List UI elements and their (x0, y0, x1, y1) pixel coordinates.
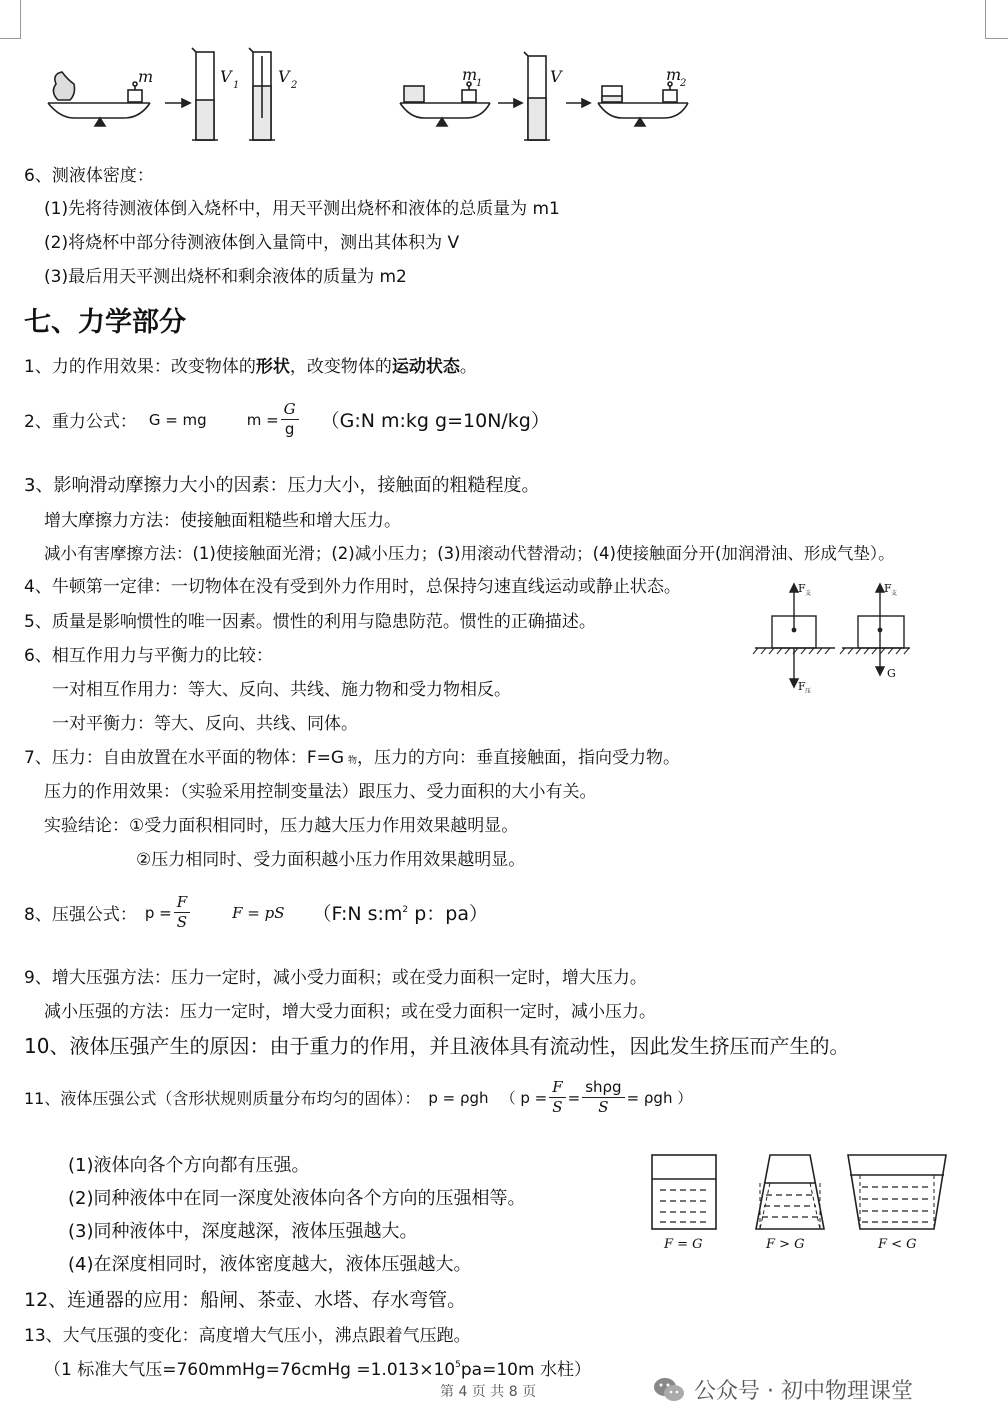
label-v2-sub: 2 (291, 80, 298, 91)
derivation-frac-1 (549, 1078, 565, 1117)
item-13-b1: （1 标准大气压=760mmHg=76cmHg =1.013×10 (44, 1360, 456, 1380)
item-1-b: 形状 (255, 357, 290, 377)
item-11-label: 11、液体压强公式（含形状规则质量分布均匀的固体）： (24, 1089, 421, 1108)
f-down-sub: 压 (805, 688, 812, 695)
item-11-i1: (1)液体向各个方向都有压强。 (68, 1155, 310, 1176)
label-m1: m (462, 65, 478, 84)
derivation-d1: S (552, 1098, 563, 1116)
container-label-3: F < G (878, 1237, 917, 1252)
pressure-units-b: p：pa） (408, 903, 488, 925)
derivation-n2: shρg (582, 1078, 624, 1098)
liquid-formula: p = ρgh (428, 1088, 489, 1107)
item-3-b: 增大摩擦力方法：使接触面粗糙些和增大压力。 (44, 511, 401, 531)
s6-title: 6、测液体密度： (24, 166, 154, 186)
item-8 (24, 893, 488, 932)
item-1 (24, 352, 477, 377)
item-10: 10、液体压强产生的原因：由于重力的作用，并且液体具有流动性，因此发生挤压而产生的。 (24, 1034, 850, 1058)
derivation-eq1: = (567, 1088, 581, 1107)
mass-fraction (281, 400, 299, 439)
item-13-b2: pa=10m 水柱） (460, 1360, 591, 1380)
watermark-text: 公众号 · 初中物理课堂 (694, 1379, 913, 1404)
derivation-n1: F (549, 1078, 565, 1098)
item-3-a: 3、影响滑动摩擦力大小的因素：压力大小，接触面的粗糙程度。 (24, 475, 540, 496)
item-13-b (44, 1355, 591, 1380)
s6-step2: (2)将烧杯中部分待测液体倒入量筒中，测出其体积为 V (44, 233, 460, 253)
f-up-sub-2: 支 (891, 590, 898, 597)
f-up-sub-1: 支 (805, 590, 812, 597)
container-diagram (640, 1145, 960, 1255)
pressure-units (313, 899, 488, 926)
section-heading: 七、力学部分 (24, 307, 186, 338)
item-4: 4、牛顿第一定律：一切物体在没有受到外力作用时，总保持匀速直线运动或静止状态。 (24, 577, 681, 597)
item-1-c: ，改变物体的 (289, 357, 392, 377)
item-1-a: 1、力的作用效果：改变物体的 (24, 357, 256, 377)
pressure-prefix: p = (144, 903, 172, 922)
pressure-fraction (174, 893, 190, 932)
force-diagram (750, 575, 910, 705)
item-7-sub: 物 (348, 756, 358, 766)
wechat-icon (652, 1375, 686, 1405)
derivation-frac-2 (582, 1078, 624, 1117)
item-2 (24, 400, 550, 439)
watermark (652, 1374, 913, 1405)
mass-fraction-den: g (284, 420, 295, 438)
page-number: 第 4 页 共 8 页 (440, 1384, 537, 1400)
pressure-units-sup: 2 (402, 905, 409, 915)
label-v: V (550, 67, 562, 86)
g-label: G (887, 667, 896, 680)
item-7-a1: 7、压力：自由放置在水平面的物体：F=G (24, 748, 345, 768)
f-up-label-1: F (798, 582, 806, 595)
item-7-a2: ，压力的方向：垂直接触面，指向受力物。 (357, 748, 681, 768)
pressure-fraction-num: F (174, 893, 190, 913)
item-7-a (24, 743, 680, 768)
item-11-i4: (4)在深度相同时，液体密度越大，液体压强越大。 (68, 1254, 472, 1275)
container-label-1: F = G (664, 1237, 703, 1252)
item-6-b: 一对相互作用力：等大、反向、共线、施力物和受力物相反。 (52, 680, 511, 700)
item-7-b: 压力的作用效果：（实验采用控制变量法）跟压力、受力面积的大小有关。 (44, 782, 597, 802)
item-2-label: 2、重力公式： (24, 412, 137, 432)
item-1-d: 运动状态 (391, 357, 460, 377)
item-1-e: 。 (459, 357, 477, 377)
item-7-d: ②压力相同时、受力面积越小压力作用效果越明显。 (136, 850, 526, 870)
gravity-formula: G = mg (148, 410, 207, 429)
item-5: 5、质量是影响惯性的唯一因素。惯性的利用与隐患防范。惯性的正确描述。 (24, 612, 596, 632)
pressure-units-a: （F:N s:m (312, 903, 403, 925)
f-up-label-2: F (884, 582, 892, 595)
item-12: 12、连通器的应用：船闸、茶壶、水塔、存水弯管。 (24, 1289, 467, 1311)
gravity-units: （G:N m:kg g=10N/kg） (320, 410, 550, 432)
container-label-2: F > G (766, 1237, 805, 1252)
item-11-i2: (2)同种液体中在同一深度处液体向各个方向的压强相等。 (68, 1188, 526, 1209)
label-v2: V (278, 67, 290, 86)
item-8-label: 8、压强公式： (24, 905, 137, 925)
pressure-fraction-den: S (176, 913, 188, 931)
mass-fraction-num: G (281, 400, 299, 420)
item-13-sup: 5 (455, 1360, 461, 1370)
derivation-open: （ p = (500, 1089, 548, 1107)
mass-formula-prefix: m = (246, 410, 279, 429)
item-13-a: 13、大气压强的变化：高度增大气压小，沸点跟着气压跑。 (24, 1326, 471, 1346)
item-6-c: 一对平衡力：等大、反向、共线、同体。 (52, 714, 358, 734)
item-6-a: 6、相互作用力与平衡力的比较： (24, 646, 273, 666)
derivation-d2: S (598, 1098, 609, 1116)
label-v1: V (220, 67, 232, 86)
density-measurement-diagram (0, 0, 1008, 160)
item-11 (24, 1078, 692, 1117)
label-m2-sub: 2 (680, 78, 687, 89)
item-3-c: 减小有害摩擦方法：(1)使接触面光滑；(2)减小压力；(3)用滚动代替滑动；(4)使接触面分开(加润滑油、形成气垫）。 (44, 544, 895, 563)
f-down-label: F (798, 680, 806, 693)
item-9-b: 减小压强的方法：压力一定时，增大受力面积；或在受力面积一定时，减小压力。 (44, 1002, 656, 1022)
item-9-a: 9、增大压强方法：压力一定时，减小受力面积；或在受力面积一定时，增大压力。 (24, 968, 647, 988)
label-m1-sub: 1 (476, 78, 483, 89)
s6-step1: (1)先将待测液体倒入烧杯中，用天平测出烧杯和液体的总质量为 m1 (44, 199, 560, 219)
item-7-c: 实验结论：①受力面积相同时，压力越大压力作用效果越明显。 (44, 816, 519, 836)
label-m: m (138, 67, 154, 86)
label-v1-sub: 1 (233, 80, 240, 91)
force-formula: F = pS (232, 903, 285, 922)
label-m2: m (666, 65, 682, 84)
derivation-eq2: = ρgh ） (626, 1089, 693, 1107)
item-11-i3: (3)同种液体中，深度越深，液体压强越大。 (68, 1221, 418, 1242)
s6-step3: (3)最后用天平测出烧杯和剩余液体的质量为 m2 (44, 267, 407, 287)
